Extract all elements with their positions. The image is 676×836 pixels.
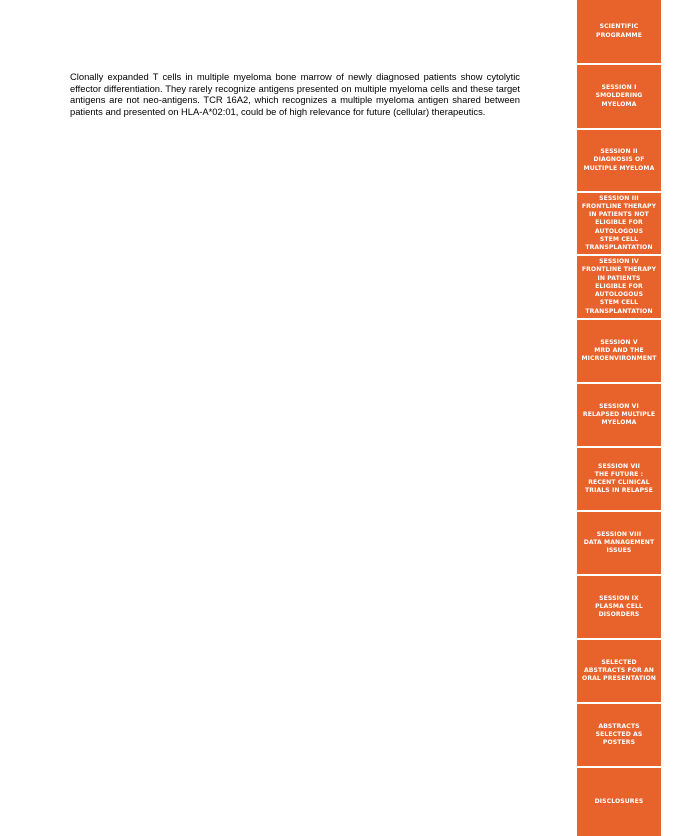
tab-session-3-frontline-not-eligible[interactable]: SESSION III FRONTLINE THERAPY IN PATIENTS NOT ELIGIBLE FOR AUTOLOGOUS STEM CELL TRANSPLANTATION — [577, 193, 661, 256]
tab-session-9-plasma-cell-disorders[interactable]: SESSION IX PLASMA CELL DISORDERS — [577, 576, 661, 640]
tab-session-6-relapsed-myeloma[interactable]: SESSION VI RELAPSED MULTIPLE MYELOMA — [577, 384, 661, 448]
programme-sidebar — [577, 0, 661, 836]
tab-scientific-programme[interactable]: SCIENTIFIC PROGRAMME — [577, 0, 661, 65]
tab-session-7-future-trials[interactable]: SESSION VII THE FUTURE : RECENT CLINICAL TRIALS IN RELAPSE — [577, 448, 661, 512]
tab-oral-presentation-abstracts[interactable]: SELECTED ABSTRACTS FOR AN ORAL PRESENTATION — [577, 640, 661, 704]
tab-disclosures[interactable]: DISCLOSURES — [577, 768, 661, 836]
tab-session-4-frontline-eligible[interactable]: SESSION IV FRONTLINE THERAPY IN PATIENTS ELIGIBLE FOR AUTOLOGOUS STEM CELL TRANSPLANTATION — [577, 256, 661, 320]
abstract-conclusion-text: Clonally expanded T cells in multiple myeloma bone marrow of newly diagnosed patients show cytolytic effector differentiation. They rarely recognize antigens presented on multiple myeloma cells and these target antigens are not neo-antigens. TCR 16A2, which recognizes a multiple myeloma antigen shared between patients and presented on HLA-A*02:01, could be of high relevance for future (cellular) therapeutics. — [70, 71, 520, 117]
tab-session-1-smoldering-myeloma[interactable]: SESSION I SMOLDERING MYELOMA — [577, 65, 661, 130]
tab-poster-abstracts[interactable]: ABSTRACTS SELECTED AS POSTERS — [577, 704, 661, 768]
tab-session-5-mrd-microenvironment[interactable]: SESSION V MRD AND THE MICROENVIRONMENT — [577, 320, 661, 384]
tab-session-8-data-management[interactable]: SESSION VIII DATA MANAGEMENT ISSUES — [577, 512, 661, 576]
tab-session-2-diagnosis[interactable]: SESSION II DIAGNOSIS OF MULTIPLE MYELOMA — [577, 130, 661, 193]
